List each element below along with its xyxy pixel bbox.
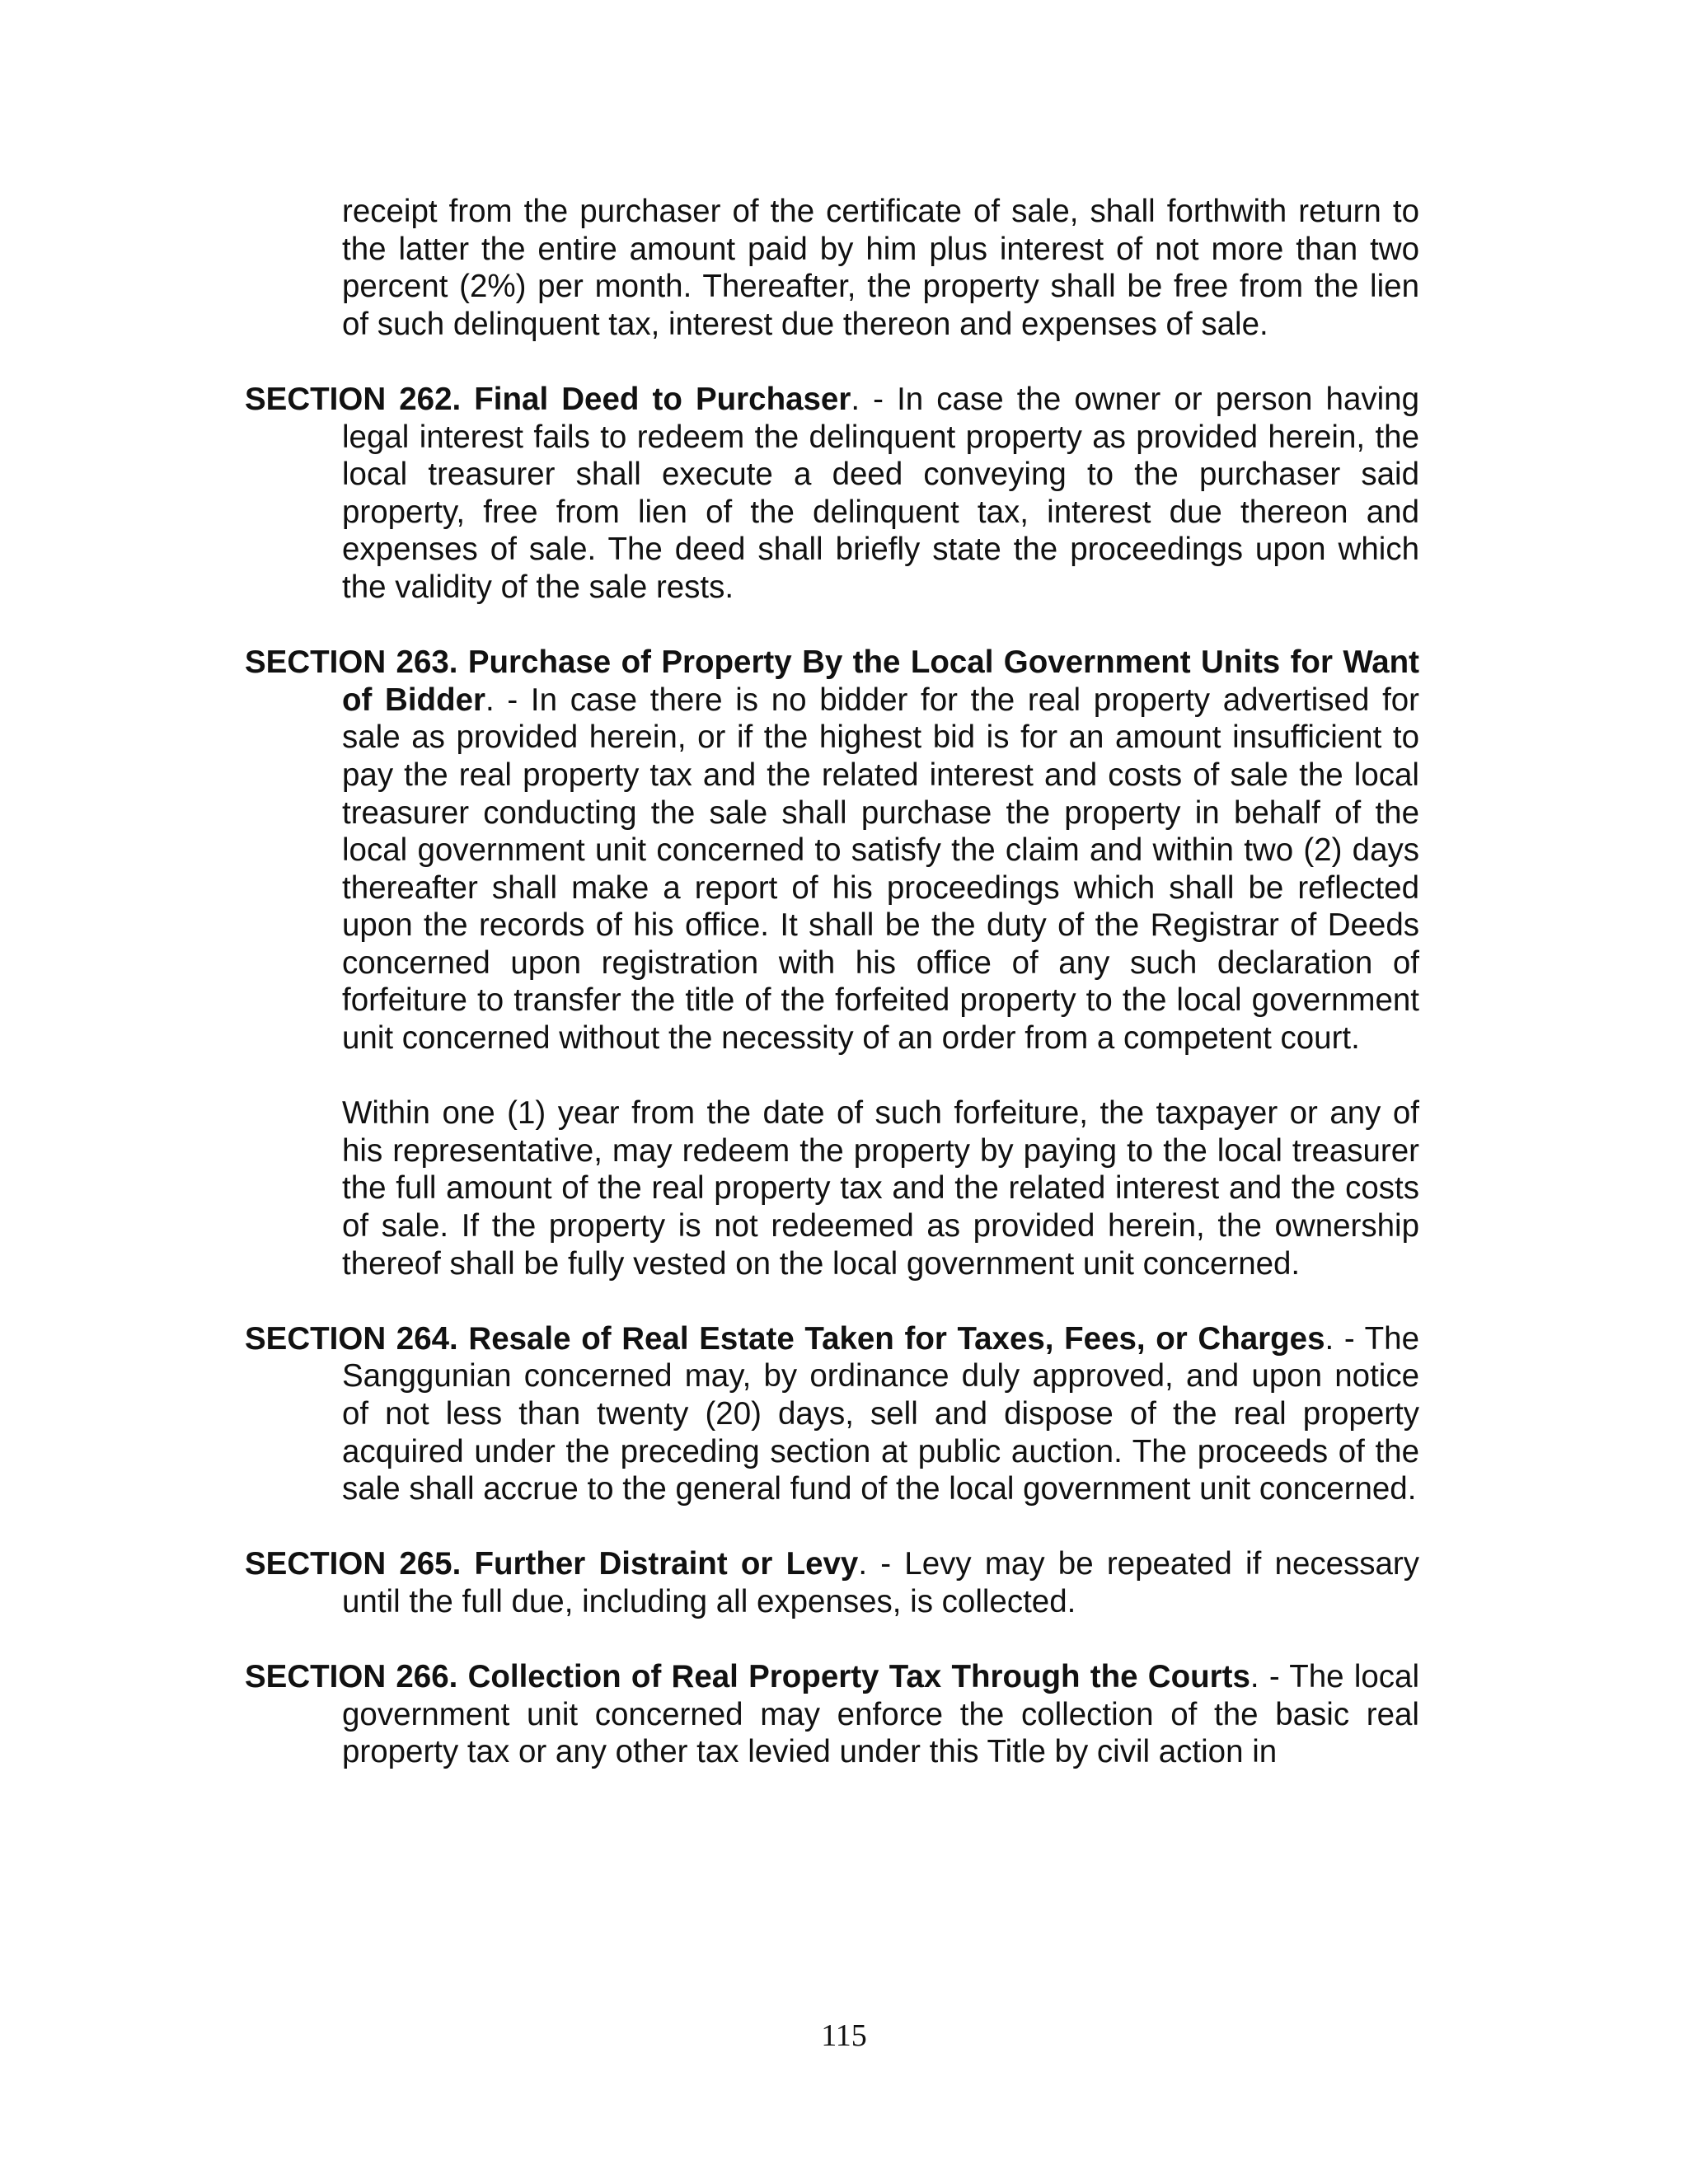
page-number: 115 — [821, 2018, 867, 2053]
section-265 — [245, 1545, 1419, 1620]
section-266 — [245, 1658, 1419, 1771]
section-265-heading: SECTION 265. Further Distraint or Levy — [245, 1546, 859, 1582]
section-264 — [245, 1320, 1419, 1508]
section-264-heading: SECTION 264. Resale of Real Estate Taken for Taxes, Fees, or Charges — [245, 1320, 1325, 1357]
document-body — [245, 193, 1419, 1809]
section-266-body: . - The local government unit concerned may enforce the collection of the basic real property tax or any other tax levied under this Title by civil action in — [342, 1659, 1420, 1770]
section-263 — [245, 644, 1419, 1057]
section-262-body: . - In case the owner or person having legal interest fails to redeem the delinquent property as provided herein, the local treasurer shall execute a deed conveying to the purchaser said property, free from lien of the delinquent tax, interest due thereon and expenses of sale. The deed shall briefly state the proceedings upon which the validity of the sale rests. — [342, 381, 1419, 605]
continuation-paragraph: receipt from the purchaser of the certificate of sale, shall forthwith return to the latter the entire amount paid by him plus interest of not more than two percent (2%) per month. Thereafter, the property shall be free from the lien of such delinquent tax, interest due thereon and expenses of sale. — [342, 194, 1419, 342]
section-266-heading: SECTION 266. Collection of Real Property Tax Through the Courts — [245, 1659, 1250, 1695]
section-263-body: . - In case there is no bidder for the real property advertised for sale as provided herein, or if the highest bid is for an amount insufficient to pay the real property tax and the related interest and costs of sale the local treasurer conducting the sale shall purchase the property in behalf of the local government unit concerned to satisfy the claim and within two (2) days thereafter shall make a report of his proceedings which shall be reflected upon the records of his office. It shall be the duty of the Registrar of Deeds concerned upon registration with his office of any such declaration of forfeiture to transfer the title of the forfeited property to the local government unit concerned without the necessity of an order from a competent court. — [342, 682, 1419, 1057]
section-262 — [245, 381, 1419, 607]
section-264-body: . - The Sanggunian concerned may, by ordinance duly approved, and upon notice of not less than twenty (20) days, sell and dispose of the real property acquired under the preceding section at public auction. The proceeds of the sale shall accrue to the general fund of the local government unit concerned. — [342, 1320, 1419, 1507]
section-263-heading: SECTION 263. Purchase of Property By the Local Government Units for Want of Bidder — [245, 644, 1419, 718]
section-263-second-paragraph: Within one (1) year from the date of such forfeiture, the taxpayer or any of his representative, may redeem the property by paying to the local treasurer the full amount of the real property tax and the related interest and the costs of sale. If the property is not redeemed as provided herein, the ownership thereof shall be fully vested on the local government unit concerned. — [342, 1095, 1419, 1282]
section-262-heading: SECTION 262. Final Deed to Purchaser — [245, 381, 851, 417]
section-265-body: . - Levy may be repeated if necessary until the full due, including all expenses, is collected. — [342, 1546, 1419, 1619]
